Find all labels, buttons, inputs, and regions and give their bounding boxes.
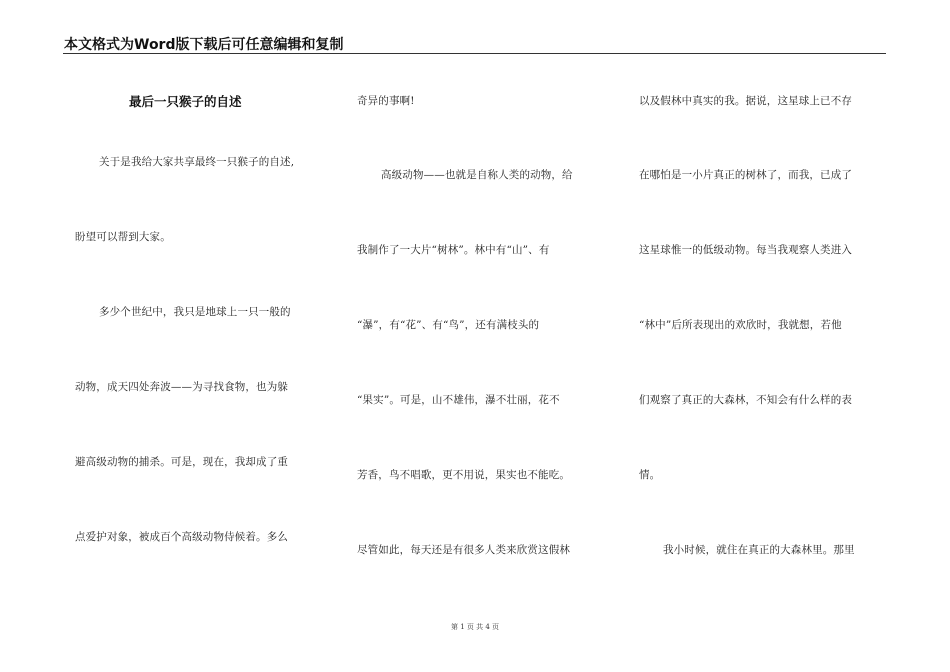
paragraph-line: 在哪怕是一小片真正的树林了，而我，已成了 xyxy=(639,169,852,181)
paragraph-line: 情。 xyxy=(639,469,661,481)
paragraph-line: 多少个世纪中，我只是地球上一只一般的 xyxy=(99,306,291,318)
page-header-title: 本文格式为Word版下载后可任意编辑和复制 xyxy=(64,37,344,53)
paragraph-line: 以及假林中真实的我。据说，这星球上已不存 xyxy=(639,95,852,107)
paragraph-line: 我小时候，就住在真正的大森林里。那里 xyxy=(663,544,855,556)
paragraph-line: 尽管如此，每天还是有很多人类来欣赏这假林 xyxy=(357,544,570,556)
paragraph-line: 芳香，鸟不唱歌，更不用说，果实也不能吃。 xyxy=(357,469,570,481)
paragraph-line: 奇异的事啊! xyxy=(357,95,415,107)
paragraph-line: 点爱护对象，被成百个高级动物侍候着。多么 xyxy=(75,531,288,543)
document-title: 最后一只猴子的自述 xyxy=(129,94,242,109)
header-divider xyxy=(63,53,886,54)
paragraph-line: “果实”。可是，山不雄伟，瀑不壮丽，花不 xyxy=(357,394,560,406)
paragraph-line: 关于是我给大家共享最终一只猴子的自述, xyxy=(99,156,295,168)
paragraph-line: 盼望可以帮到大家。 xyxy=(75,231,171,243)
paragraph-line: 们观察了真正的大森林，不知会有什么样的表 xyxy=(639,394,852,406)
page-number-footer: 第 1 页 共 4 页 xyxy=(450,623,500,631)
paragraph-line: 动物，成天四处奔波——为寻找食物，也为躲 xyxy=(75,381,288,393)
paragraph-line: 这星球惟一的低级动物。每当我观察人类进入 xyxy=(639,244,852,256)
paragraph-line: 我制作了一大片“树林”。林中有“山”、有 xyxy=(357,244,550,256)
paragraph-line: “瀑”，有“花”、有“鸟”，还有满枝头的 xyxy=(357,319,540,331)
paragraph-line: “林中”后所表现出的欢欣时，我就想，若他 xyxy=(639,319,842,331)
paragraph-line: 高级动物——也就是自称人类的动物，给 xyxy=(381,169,573,181)
paragraph-line: 避高级动物的捕杀。可是，现在，我却成了重 xyxy=(75,456,288,468)
